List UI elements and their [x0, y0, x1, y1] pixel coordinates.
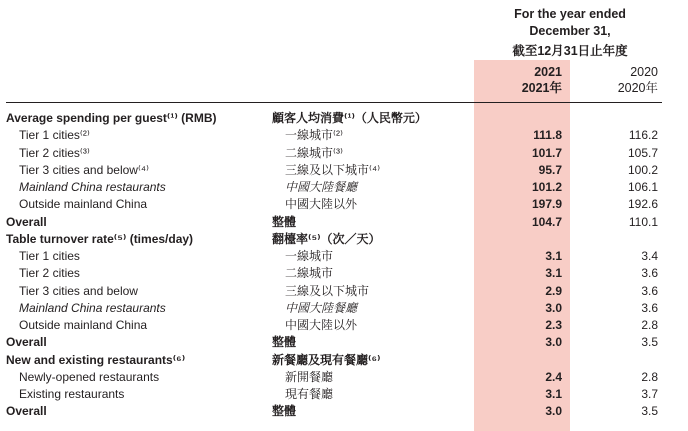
value-2020: 3.7: [641, 387, 658, 401]
table-row: [0, 110, 688, 127]
row-label-en: Tier 1 cities⁽²⁾: [19, 128, 90, 143]
header-year-2021-cn: 2021年: [521, 81, 562, 95]
row-label-cn: 中國大陸餐廳: [285, 300, 358, 315]
header-period-en-line2: December 31,: [529, 24, 611, 38]
row-label-cn: 一線城市: [285, 249, 334, 263]
value-2020: 100.2: [627, 162, 658, 177]
row-label-en: Overall: [6, 335, 47, 350]
header-year-2021: [522, 64, 562, 96]
row-label-en: Tier 2 cities⁽³⁾: [19, 145, 90, 160]
table-row: [0, 265, 688, 282]
value-2021: 104.7: [531, 214, 562, 229]
row-label-en: Table turnover rate⁽⁵⁾ (times/day): [6, 231, 194, 246]
value-2021: 3.1: [545, 249, 562, 263]
header-year-2021-en: 2021: [534, 65, 562, 79]
value-2020: 2.8: [641, 369, 658, 384]
value-2020: 105.7: [627, 145, 658, 160]
row-label-cn: 中國大陸以外: [285, 318, 358, 332]
row-label-en: Tier 3 cities and below: [19, 283, 138, 298]
value-2020: 3.4: [641, 249, 658, 263]
table-row: [0, 317, 688, 334]
table-row: [0, 334, 688, 351]
value-2020: 2.8: [641, 318, 658, 332]
table-row: [0, 283, 688, 300]
table-row: [0, 300, 688, 317]
header-year-2020: [618, 64, 658, 96]
value-2021: 2.9: [545, 283, 562, 298]
row-label-cn: 現有餐廳: [285, 387, 334, 401]
header-year-2020-cn: 2020年: [617, 81, 658, 95]
row-label-en: New and existing restaurants⁽⁶⁾: [6, 352, 186, 367]
value-2021: 111.8: [533, 128, 562, 143]
value-2021: 95.7: [538, 162, 562, 177]
row-label-cn: 整體: [272, 404, 297, 419]
row-label-en: Newly-opened restaurants: [19, 369, 160, 384]
row-label-en: Overall: [6, 404, 47, 419]
table-row: [0, 248, 688, 265]
row-label-en: Mainland China restaurants: [19, 300, 166, 315]
row-label-en: Outside mainland China: [19, 197, 148, 212]
value-2020: 3.5: [641, 335, 658, 350]
row-label-en: Existing restaurants: [19, 387, 125, 401]
row-label-cn: 翻檯率⁽⁵⁾（次／天）: [272, 231, 381, 246]
table-row: [0, 179, 688, 196]
header-rule: [6, 102, 662, 103]
value-2020: 192.6: [627, 197, 658, 212]
value-2021: 2.4: [545, 369, 562, 384]
value-2021: 3.1: [545, 266, 562, 281]
table-row: [0, 196, 688, 213]
value-2021: 101.7: [531, 145, 562, 160]
header-period-cn: 截至12月31日止年度: [512, 44, 628, 58]
row-label-cn: 中國大陸餐廳: [285, 180, 358, 194]
row-label-en: Overall: [6, 214, 47, 229]
row-label-cn: 三線及以下城市⁽⁴⁾: [285, 162, 381, 177]
value-2021: 101.2: [531, 180, 562, 194]
row-label-en: Tier 1 cities: [19, 249, 80, 263]
value-2020: 106.1: [627, 180, 658, 194]
row-label-cn: 中國大陸以外: [285, 197, 358, 212]
value-2020: 3.5: [641, 404, 658, 419]
value-2020: 116.2: [628, 128, 658, 143]
row-label-cn: 一線城市⁽²⁾: [285, 128, 343, 143]
row-label-en: Tier 2 cities: [19, 266, 80, 281]
value-2021: 197.9: [531, 197, 562, 212]
value-2020: 3.6: [641, 300, 658, 315]
table-row: [0, 145, 688, 162]
value-2021: 2.3: [545, 318, 562, 332]
table-row: [0, 214, 688, 231]
row-label-cn: 三線及以下城市: [285, 283, 370, 298]
value-2020: 3.6: [641, 283, 658, 298]
row-label-cn: 二線城市: [285, 266, 334, 281]
row-label-cn: 新開餐廳: [285, 369, 334, 384]
table-row: [0, 403, 688, 420]
value-2021: 3.0: [545, 335, 562, 350]
value-2020: 3.6: [641, 266, 658, 281]
table-row: [0, 369, 688, 386]
table-row: [0, 352, 688, 369]
row-label-cn: 整體: [272, 214, 297, 229]
row-label-cn: 二線城市⁽³⁾: [285, 145, 343, 160]
row-label-en: Outside mainland China: [19, 318, 148, 332]
row-label-en: Mainland China restaurants: [19, 180, 166, 194]
header-period-en-line1: For the year ended: [514, 7, 626, 21]
value-2020: 110.1: [628, 214, 658, 229]
row-label-cn: 新餐廳及現有餐廳⁽⁶⁾: [272, 352, 381, 367]
table-row: [0, 386, 688, 403]
table-row: [0, 231, 688, 248]
value-2021: 3.0: [545, 300, 562, 315]
row-label-cn: 整體: [272, 335, 297, 350]
table-row: [0, 127, 688, 144]
value-2021: 3.1: [545, 387, 562, 401]
table-row: [0, 162, 688, 179]
header-year-2020-en: 2020: [630, 65, 658, 79]
value-2021: 3.0: [545, 404, 562, 419]
row-label-cn: 顧客人均消費⁽¹⁾（人民幣元）: [272, 111, 427, 125]
row-label-en: Average spending per guest⁽¹⁾ (RMB): [6, 111, 217, 125]
row-label-en: Tier 3 cities and below⁽⁴⁾: [19, 162, 149, 177]
